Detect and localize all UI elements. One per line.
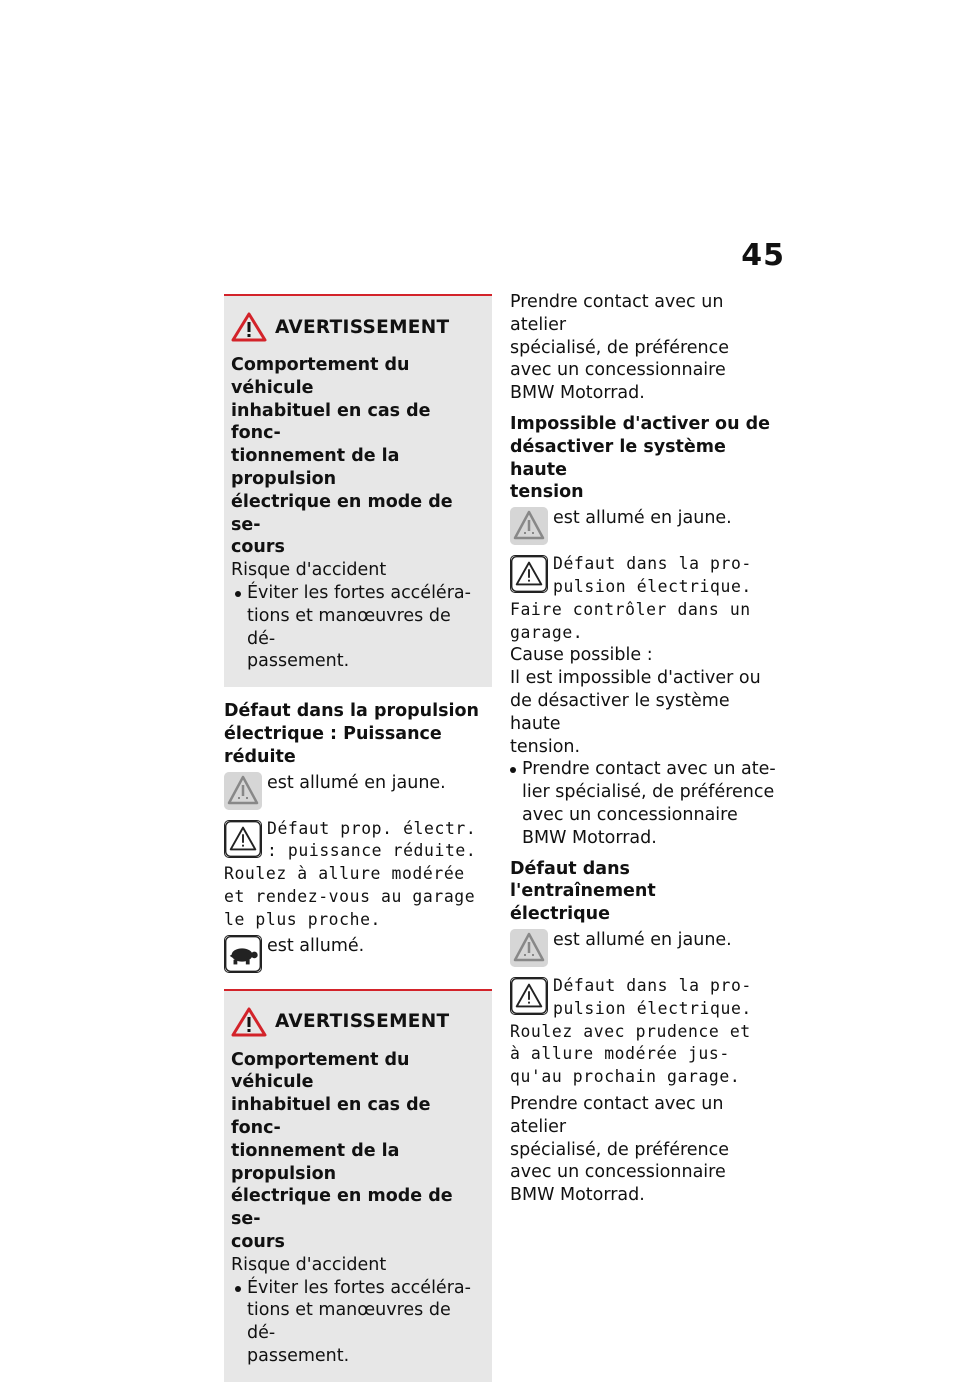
outro-paragraph: Prendre contact avec un atelier spécialisé, de préférence avec un concessionnaire BMW Motorrad. bbox=[510, 1093, 730, 1206]
warning-title: AVERTISSEMENT bbox=[275, 316, 450, 338]
lamp-row bbox=[510, 929, 778, 967]
display-warning-icon bbox=[510, 977, 548, 1015]
display-warning-icon bbox=[224, 820, 262, 858]
lamp-text: est allumé en jaune. bbox=[267, 772, 446, 793]
warning-heading: Comportement du véhicule inhabituel en cas de fonc- tionnement de la propulsion électrique en mode de se- cours bbox=[231, 1049, 453, 1252]
warning-triangle-icon bbox=[231, 312, 267, 342]
left-column bbox=[224, 294, 492, 1395]
right-column bbox=[510, 291, 778, 1207]
display-message: Défaut dans la pro- pulsion électrique. Faire contrôler dans un garage. bbox=[510, 554, 752, 642]
lamp-text: est allumé en jaune. bbox=[553, 508, 732, 529]
warning-box-1 bbox=[224, 294, 492, 687]
warning-bullet: Éviter les fortes accéléra- tions et manœuvres de dé- passement. bbox=[231, 582, 484, 673]
cause-text: Il est impossible d'activer ou de désactiver le système haute tension. bbox=[510, 668, 761, 757]
warning-risk: Risque d'accident bbox=[231, 1254, 387, 1275]
warning-risk: Risque d'accident bbox=[231, 560, 387, 581]
yellow-warning-lamp-icon bbox=[224, 772, 262, 810]
page-number: 45 bbox=[741, 238, 785, 273]
turtle-text: est allumé. bbox=[267, 935, 365, 956]
warning-heading: Comportement du véhicule inhabituel en cas de fonc- tionnement de la propulsion électrique en mode de se- cours bbox=[231, 355, 453, 558]
warning-bullet: Éviter les fortes accéléra- tions et manœuvres de dé- passement. bbox=[231, 1277, 484, 1368]
warning-header bbox=[231, 1007, 484, 1037]
yellow-warning-lamp-icon bbox=[510, 507, 548, 545]
intro-paragraph: Prendre contact avec un atelier spécialisé, de préférence avec un concessionnaire BMW Motorrad. bbox=[510, 292, 730, 404]
warning-box-2 bbox=[224, 989, 492, 1382]
display-message: Défaut dans la pro- pulsion électrique. Roulez avec prudence et à allure modérée jus- qu'au prochain garage. bbox=[510, 975, 752, 1087]
section-heading: Impossible d'activer ou de désactiver le système haute tension bbox=[510, 413, 771, 503]
lamp-row bbox=[224, 772, 492, 810]
lamp-text: est allumé en jaune. bbox=[553, 929, 732, 950]
lamp-row bbox=[510, 507, 778, 545]
warning-triangle-icon bbox=[231, 1007, 267, 1037]
section-heading: Défaut dans la propulsion électrique : Puissance réduite bbox=[224, 701, 479, 767]
turtle-icon bbox=[224, 935, 262, 973]
turtle-row bbox=[224, 935, 492, 973]
warning-title: AVERTISSEMENT bbox=[275, 1011, 450, 1033]
section-heading: Défaut dans l'entraînement électrique bbox=[510, 858, 656, 925]
cause-label: Cause possible : bbox=[510, 645, 653, 666]
display-message: Défaut prop. électr. : puissance réduite. Roulez à allure modérée et rendez-vous au garage le plus proche. bbox=[224, 818, 477, 929]
warning-header bbox=[231, 312, 484, 342]
yellow-warning-lamp-icon bbox=[510, 929, 548, 967]
display-warning-icon bbox=[510, 555, 548, 593]
action-bullet: Prendre contact avec un ate- lier spécialisé, de préférence avec un concessionnaire BMW Motorrad. bbox=[510, 758, 778, 849]
